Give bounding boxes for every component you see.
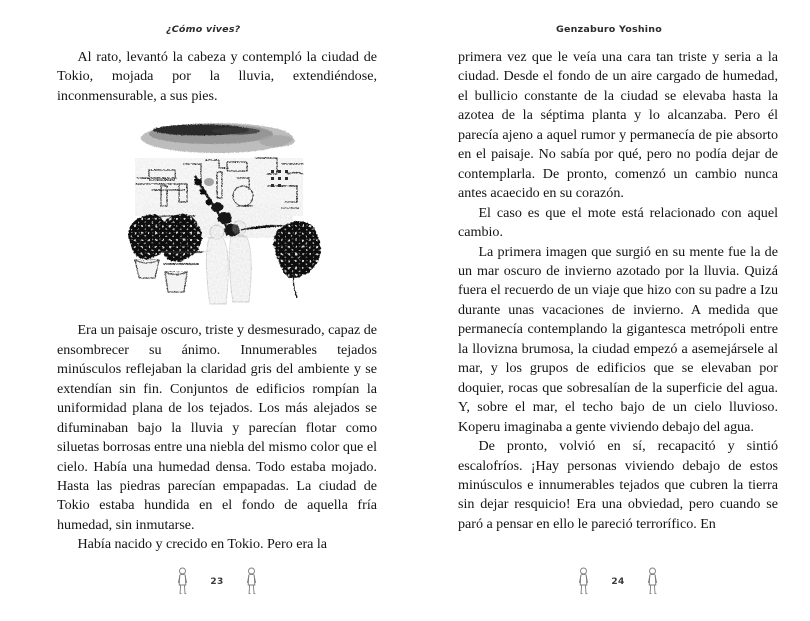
running-head-left: ¿Cómo vives? [166, 24, 241, 35]
paragraph: Había nacido y crecido en Tokio. Pero era la [77, 536, 328, 553]
paragraph: Era un paisaje oscuro, triste y desmesurado, capaz de ensombrecer su ánimo. Innumerables tejados minúsculos reflejaban la claridad gris del ambiente y se extendían sin fin. Conjuntos de edificios rompían la uniformidad plana de los tejados. Los más alejados se difuminaban bajo la lluvia y parecían flotar como siluetas borrosas entre una niebla del mismo color que el cielo. Había una humedad densa. Todo estaba mojado. Hasta las piedras parecían empapadas. La ciudad de Tokio estaba hundida en el fondo de aquella fría humedad, sin inmutarse. [57, 322, 377, 533]
rainy-tokio-rooftop-illustration [91, 112, 341, 317]
paragraph: Al rato, levantó la cabeza y contempló la ciudad de Tokio, mojada por la lluvia, extendiéndose, inconmensurable, a sus pies. [57, 49, 377, 104]
running-head-right: Genzaburo Yoshino [556, 24, 662, 35]
page-number: 24 [611, 577, 625, 587]
paragraph: De pronto, volvió en sí, recapacitó y sintió escalofríos. ¡Hay personas viviendo debajo de estos minúsculos e innumerables tejados que cubren la tierra sin dejar resquicio! Era una obviedad, pero cuando se paró a pensar en ello le pareció terrorífico. En [458, 438, 778, 532]
paragraph: primera vez que le veía una cara tan triste y seria a la ciudad. Desde el fondo de un aire cargado de humedad, el bullicio constante de la ciudad se elevaba hasta la azotea de la séptima planta y lo alcanzaba. Pero él parecía ajeno a aquel rumor y permanecía de pie absorto en el paisaje. No sabía por qué, pero no podía dejar de contemplarla. De pronto, comenzó un cambio nunca antes acaecido en su corazón. [458, 49, 778, 202]
right-page-column [458, 48, 778, 534]
folio-left [57, 567, 377, 595]
paragraph: El caso es que el mote está relacionado con aquel cambio. [458, 204, 778, 241]
standing-person-icon [177, 567, 188, 595]
standing-person-icon [246, 567, 257, 595]
folio-right [458, 567, 778, 595]
standing-person-icon [578, 567, 589, 595]
illustration-container [57, 112, 377, 317]
page-number: 23 [210, 577, 224, 587]
paragraph: La primera imagen que surgió en su mente fue la de un mar oscuro de invierno azotado por la lluvia. Quizá fuera el recuerdo de un viaje que hizo con su padre a Izu durante unas vacaciones de invierno. A medida que permanecía contemplando la gigantesca metrópoli entre la llovizna brumosa, la ciudad empezó a asemejársele al mar, y los grupos de edificios que se elevaban por doquier, rocas que sobresalían de la superficie del agua. Y, sobre el mar, el techo bajo de un cielo lluvioso. Koperu imaginaba a gente viviendo debajo del agua. [458, 243, 778, 435]
left-page-column [57, 48, 377, 555]
standing-person-icon [647, 567, 658, 595]
